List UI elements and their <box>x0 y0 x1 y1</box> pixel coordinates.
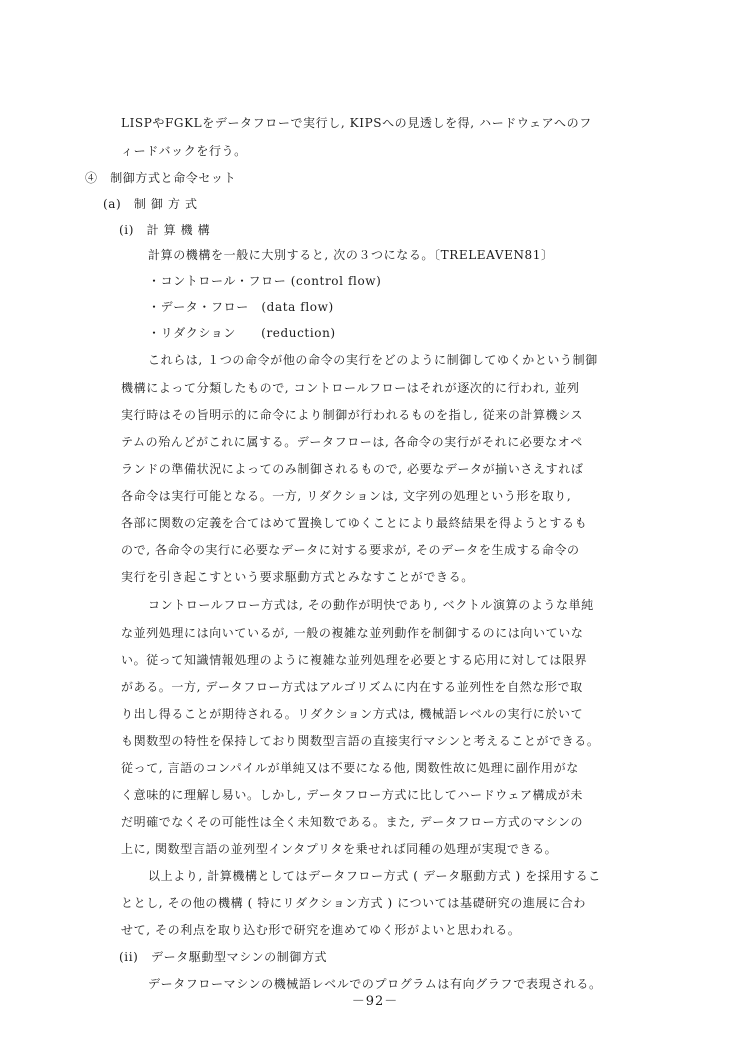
paragraph-line: 各部に関数の定義を合てはめて置換してゆくことにより最終結果を得ようとするも <box>121 516 588 530</box>
subsubsection-heading: (ii) データ駆動型マシンの制御方式 <box>119 950 328 964</box>
paragraph-line: ととし, その他の機構 ( 特にリダクション方式 ) については基礎研究の進展に合わ <box>121 896 586 910</box>
paragraph-line: 以上より, 計算機構としてはデータフロー方式 ( データ駆動方式 ) を採用するこ <box>148 869 601 883</box>
subsubsection-heading: (i) 計 算 機 構 <box>119 223 211 237</box>
paragraph-line: 機構によって分類したもので, コントロールフローはそれが逐次的に行われ, 並列 <box>121 381 580 395</box>
paragraph-line: 各命令は実行可能となる。一方, リダクションは, 文字列の処理という形を取り, <box>121 489 572 503</box>
list-item: ・データ・フロー (data flow) <box>148 300 334 314</box>
paragraph-line: 従って, 言語のコンパイルが単純又は不要になる他, 関数性故に処理に副作用がな <box>121 761 579 775</box>
paragraph-line: 実行を引き起こすという要求駆動方式とみなすことができる。 <box>121 570 474 584</box>
paragraph-line: がある。一方, データフロー方式はアルゴリズムに内在する並列性を自然な形で取 <box>121 680 583 694</box>
paragraph-line: 実行時はその旨明示的に命令により制御が行われるものを指し, 従来の計算機シス <box>121 408 584 422</box>
paragraph-line: データフローマシンの機械語レベルでのプログラムは有向グラフで表現される。 <box>148 977 602 991</box>
paragraph-line: テムの殆んどがこれに属する。データフローは, 各命令の実行がそれに必要なオペ <box>121 435 583 449</box>
paragraph-line: 計算の機構を一般に大別すると, 次の３つになる。〔TRELEAVEN81〕 <box>148 248 554 262</box>
paragraph-line: せて, その利点を取り込む形で研究を進めてゆく形がよいと思われる。 <box>121 923 521 937</box>
paragraph-line: 上に, 関数型言語の並列型インタプリタを乗せれば同種の処理が実現できる。 <box>121 842 558 856</box>
subsection-heading: (a) 制 御 方 式 <box>103 197 198 211</box>
paragraph-line: ィードバックを行う。 <box>121 144 247 158</box>
paragraph-line: これらは, １つの命令が他の命令の実行をどのように制御してゆくかという制御 <box>148 353 598 367</box>
paragraph-line: り出し得ることが期待される。リダクション方式は, 機械語レベルの実行に於いて <box>121 707 584 721</box>
paragraph-line: い。従って知識情報処理のように複雑な並列処理を必要とする応用に対しては限界 <box>121 653 588 667</box>
paragraph-line: な並列処理には向いているが, 一般の複雑な並列動作を制御するのには向いていな <box>121 626 584 640</box>
list-item: ・コントロール・フロー (control flow) <box>148 274 382 288</box>
page-number: －92－ <box>351 994 399 1009</box>
paragraph-line: ので, 各命令の実行に必要なデータに対する要求が, そのデータを生成する命令の <box>121 543 580 557</box>
paragraph-line: ランドの準備状況によってのみ制御されるもので, 必要なデータが揃いさえすれば <box>121 462 584 476</box>
section-heading: ④ 制御方式と命令セット <box>85 171 237 185</box>
list-item: ・リダクション (reduction) <box>148 326 336 340</box>
paragraph-line: だ明確でなくその可能性は全く未知数である。また, データフロー方式のマシンの <box>121 815 584 829</box>
paragraph-line: LISPやFGKLをデータフローで実行し, KIPSへの見透しを得, ハードウェアへのフ <box>121 116 592 130</box>
paragraph-line: く意味的に理解し易い。しかし, データフロー方式に比してハードウェア構成が未 <box>121 788 583 802</box>
paragraph-line: コントロールフロー方式は, その動作が明快であり, ベクトル演算のような単純 <box>148 598 594 612</box>
paragraph-line: も関数型の特性を保持しており関数型言語の直接実行マシンと考えることができる。 <box>121 734 600 748</box>
